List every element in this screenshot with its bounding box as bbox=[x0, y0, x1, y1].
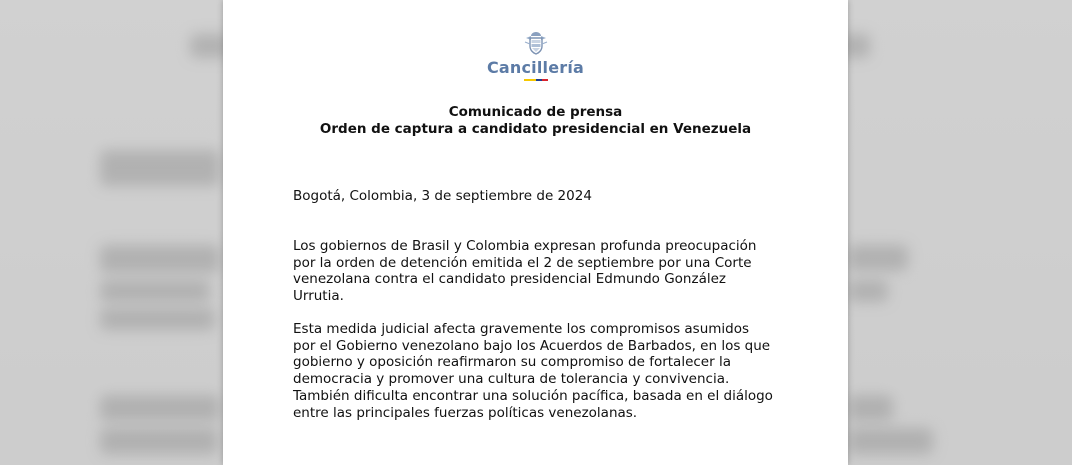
cancilleria-logo bbox=[223, 30, 848, 86]
press-release-page bbox=[223, 0, 848, 465]
body-paragraph: Los gobiernos de Brasil y Colombia expresan profunda preocupación por la orden de detención emitida el 2 de septiembre por una Corte venezolana contra el candidato presidencial Edmundo González Urrutia. bbox=[293, 238, 757, 305]
document-heading: Comunicado de prensa bbox=[448, 104, 623, 120]
body-paragraph: Esta medida judicial afecta gravemente los compromisos asumidos por el Gobierno venezolano bajo los Acuerdos de Barbados, en los que gobierno y oposición reafirmaron su compromiso de fortalecer la democracia y promover una cultura de tolerancia y convivencia. También dificulta encontrar una solución pacífica, basada en el diálogo entre las principales fuerzas políticas venezolanas. bbox=[293, 321, 773, 421]
document-subheading: Orden de captura a candidato presidencial en Venezuela bbox=[319, 120, 752, 137]
colombia-flag-bar bbox=[524, 79, 548, 81]
dateline: Bogotá, Colombia, 3 de septiembre de 2024 bbox=[293, 188, 592, 204]
cancilleria-wordmark: Cancillería bbox=[486, 58, 585, 77]
coat-of-arms-icon bbox=[522, 30, 550, 56]
press-release-headline bbox=[223, 104, 848, 137]
